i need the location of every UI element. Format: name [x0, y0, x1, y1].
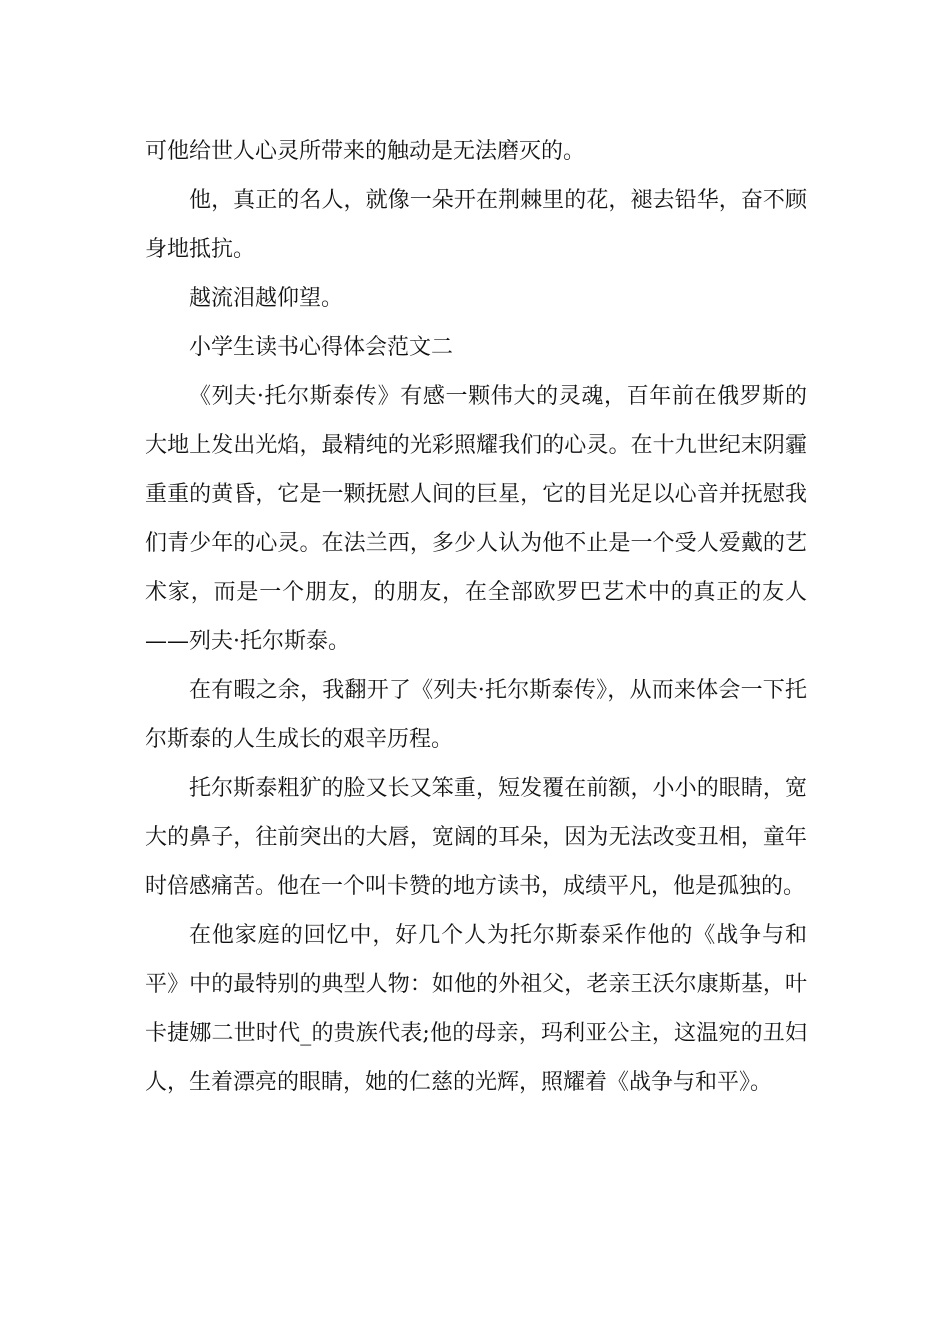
- section-heading: 小学生读书心得体会范文二: [189, 335, 454, 360]
- paragraph: 托尔斯泰粗犷的脸又长又笨重，短发覆在前额，小小的眼睛，宽大的鼻子，往前突出的大唇，宽阔的耳朵，因为无法改变丑相，童年时倍感痛苦。他在一个叫卡赞的地方读书，成绩平凡，他是孤独的。: [145, 776, 807, 899]
- paragraph: 越流泪越仰望。: [189, 286, 344, 311]
- paragraph: 在他家庭的回忆中，好几个人为托尔斯泰采作他的《战争与和平》中的最特别的典型人物：如他的外祖父，老亲王沃尔康斯基，叶卡捷娜二世时代_的贵族代表;他的母亲，玛利亚公主，这温宛的丑妇人，生着漂亮的眼睛，她的仁慈的光辉，照耀着《战争与和平》。: [145, 923, 807, 1095]
- paragraph: 他，真正的名人，就像一朵开在荆棘里的花，褪去铅华，奋不顾身地抵抗。: [145, 188, 807, 262]
- paragraph: 在有暇之余，我翻开了《列夫·托尔斯泰传》，从而来体会一下托尔斯泰的人生成长的艰辛历程。: [145, 678, 807, 752]
- paragraph-continuation: 可他给世人心灵所带来的触动是无法磨灭的。: [145, 139, 586, 164]
- document-body: [145, 127, 807, 1107]
- paragraph: 《列夫·托尔斯泰传》有感一颗伟大的灵魂，百年前在俄罗斯的大地上发出光焰，最精纯的光彩照耀我们的心灵。在十九世纪末阴霾重重的黄昏，它是一颗抚慰人间的巨星，它的目光足以心音并抚慰我们青少年的心灵。在法兰西，多少人认为他不止是一个受人爱戴的艺术家，而是一个朋友，的朋友，在全部欧罗巴艺术中的真正的友人——列夫·托尔斯泰。: [145, 384, 807, 654]
